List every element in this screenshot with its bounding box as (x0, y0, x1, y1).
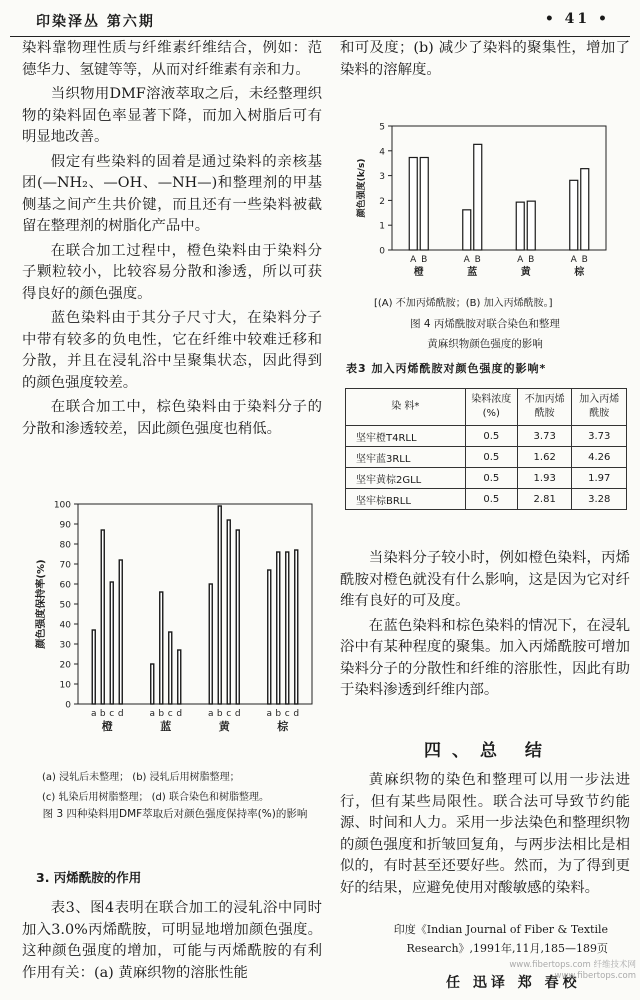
bar-label: B (421, 255, 428, 265)
bar-label: c (226, 709, 232, 719)
bar-label: a (207, 709, 214, 719)
paragraph: 在联合加工中，棕色染料由于染料分子的分散和渗透较差，因此颜色强度也稍低。 (22, 399, 322, 437)
bar (119, 560, 122, 704)
table-cell: 2.81 (517, 489, 572, 510)
bar (277, 552, 280, 704)
header-rule (10, 36, 630, 37)
table-cell: 0.5 (465, 426, 517, 447)
bar (169, 632, 172, 704)
bar (178, 650, 181, 704)
reference (340, 920, 608, 958)
y-tick-label: 100 (53, 500, 71, 511)
y-tick-label: 20 (59, 660, 71, 671)
table-3 (345, 388, 627, 510)
bar-label: B (528, 255, 535, 265)
figure-4-chart (340, 108, 620, 290)
table-row (346, 468, 627, 489)
paragraph: 在联合加工过程中，橙色染料由于染料分子颗粒较小，比较容易分散和渗透，所以可获得良好的颜色强度。 (22, 242, 322, 302)
figure-3-note-line: (c) 轧染后用树脂整理； (d) 联合染色和树脂整理。 (42, 792, 269, 803)
y-tick-label: 70 (59, 560, 71, 571)
paragraph: 表3、图4表明在联合加工的浸轧浴中同时加入3.0%丙烯酰胺，可明显地增加颜色强度。这种颜色强度的增加，可能与丙烯酰胺的有利作用有关：(a) 黄麻织物的溶胀性能 (22, 900, 322, 981)
page-header (0, 8, 640, 32)
table-cell: 3.73 (572, 426, 627, 447)
left-bottom-text (22, 898, 322, 984)
group-label: 黄 (520, 267, 531, 278)
table-header-cell: 染料浓度 (%) (465, 389, 517, 426)
bar-label: b (99, 709, 106, 719)
y-tick-label: 0 (379, 246, 385, 257)
bar (218, 506, 221, 704)
bar (101, 530, 104, 704)
paragraph: 假定有些染料的固着是通过染料的亲核基团(—NH₂、—OH、—NH—)和整理剂的甲基侧基之间产生共价键，而且还有一些染料被截留在整理剂的树脂化产品中。 (22, 153, 322, 234)
y-tick-label: 4 (379, 147, 385, 158)
bar-label: c (284, 709, 290, 719)
bar-label: d (117, 709, 124, 719)
bar-label: d (176, 709, 183, 719)
group-label: 蓝 (467, 267, 478, 278)
bar (581, 169, 589, 250)
y-tick-label: 0 (65, 700, 71, 711)
bar (286, 552, 289, 704)
group-label: 橙 (413, 267, 424, 278)
watermark-line: www.fibertops.com (554, 971, 636, 981)
y-tick-label: 30 (59, 640, 71, 651)
figure-3 (20, 492, 325, 762)
group-label: 黄 (218, 720, 230, 733)
table-cell: 3.73 (517, 426, 572, 447)
bar (463, 210, 471, 250)
y-tick-label: 60 (59, 580, 71, 591)
table-cell: 坚牢棕BRLL (346, 489, 466, 510)
table-row (346, 447, 627, 468)
bar-label: a (90, 709, 97, 719)
bar-label: A (410, 255, 417, 265)
table-header-row (346, 389, 627, 426)
bar (516, 202, 524, 250)
right-bottom-text (340, 770, 630, 899)
page-number: • 41 • (544, 11, 610, 27)
bar (151, 664, 154, 704)
figure-3-note (42, 768, 269, 803)
bar (110, 582, 113, 704)
bar (236, 530, 239, 704)
bar-label: b (275, 709, 282, 719)
table-header-cell: 不加丙烯酰胺 (517, 389, 572, 426)
y-tick-label: 40 (59, 620, 71, 631)
y-tick-label: 80 (59, 540, 71, 551)
bar-label: a (266, 709, 273, 719)
translator-credit: 任 迅译 郑 春校 (446, 975, 581, 991)
figure-4 (340, 108, 620, 290)
table-header-cell: 染 料* (346, 389, 466, 426)
figure-4-caption-line: 图 4 丙烯酰胺对联合染色和整理 (410, 318, 560, 330)
bar (527, 201, 535, 250)
bar-label: c (109, 709, 115, 719)
paragraph: 当染料分子较小时，例如橙色染料，丙烯酰胺对橙色就没有什么影响，这是因为它对纤维有良好的可及度。 (340, 550, 630, 609)
reference-line: 印度《Indian Journal of Fiber & Textile (393, 923, 608, 936)
bar-label: c (167, 709, 173, 719)
watermark-line: www.fibertops.com 纤维技术网 (509, 960, 636, 970)
bar-label: A (463, 255, 470, 265)
table-header-cell: 加入丙烯酰胺 (572, 389, 627, 426)
journal-title: 印染泽丛 第六期 (36, 14, 155, 30)
right-top-text (340, 38, 630, 81)
table-cell: 坚牢橙T4RLL (346, 426, 466, 447)
group-label: 蓝 (160, 720, 172, 733)
bar (570, 180, 578, 250)
paragraph: 蓝色染料由于其分子尺寸大，在染料分子中带有较多的负电性，它在纤维中较难迁移和分散，并且在浸轧浴中呈聚集状态，因此得到的颜色强度较差。 (22, 310, 322, 391)
table-cell: 0.5 (465, 489, 517, 510)
table-cell: 4.26 (572, 447, 627, 468)
figure-3-note-line: (a) 浸轧后未整理； (b) 浸轧后用树脂整理； (42, 772, 240, 783)
bar-label: B (581, 255, 588, 265)
table-3-title: 表3 加入丙烯酰胺对颜色强度的影响* (346, 362, 547, 375)
bar (227, 520, 230, 704)
section-3-heading: 3. 丙烯酰胺的作用 (36, 870, 142, 885)
section-4-heading: 四、总 结 (424, 741, 553, 761)
bar (420, 157, 428, 250)
y-axis-label: 颜色强度保持率(%) (36, 559, 47, 649)
right-middle-text (340, 548, 630, 702)
bar-label: d (293, 709, 300, 719)
y-tick-label: 1 (379, 221, 385, 232)
watermark (486, 960, 636, 982)
bar (92, 630, 95, 704)
group-label: 棕 (574, 267, 585, 278)
paragraph: 染料靠物理性质与纤维素纤维结合，例如：范德华力、氢键等等，从而对纤维素有亲和力。 (22, 40, 322, 78)
bar (160, 592, 163, 704)
table-cell: 0.5 (465, 468, 517, 489)
bar (268, 570, 271, 704)
table-cell: 3.28 (572, 489, 627, 510)
y-tick-label: 5 (379, 122, 385, 133)
y-tick-label: 50 (59, 600, 71, 611)
bar-label: B (474, 255, 481, 265)
y-tick-label: 3 (379, 172, 385, 183)
table-cell: 坚牢黄棕2GLL (346, 468, 466, 489)
y-tick-label: 90 (59, 520, 71, 531)
table-cell: 1.93 (517, 468, 572, 489)
bar-label: A (517, 255, 524, 265)
group-label: 橙 (101, 720, 113, 733)
bar (295, 550, 298, 704)
bar-label: a (149, 709, 156, 719)
figure-4-note: [(A) 不加丙烯酰胺；(B) 加入丙烯酰胺。] (374, 298, 553, 309)
bar-label: b (158, 709, 165, 719)
bar (474, 144, 482, 250)
left-column-text (22, 38, 322, 440)
figure-4-caption-line: 黄麻织物颜色强度的影响 (427, 338, 543, 350)
reference-line: Research》,1991年,11月,185—189页 (406, 942, 608, 955)
y-tick-label: 10 (59, 680, 71, 691)
figure-3-chart (20, 492, 325, 762)
group-label: 棕 (277, 720, 289, 733)
bar-label: b (216, 709, 223, 719)
y-axis-label: 颜色强度(k/s) (357, 158, 367, 218)
table-cell: 坚牢蓝3RLL (346, 447, 466, 468)
paragraph: 当织物用DMF溶液萃取之后，未经整理织物的染料固色率显著下降，而加入树脂后可有明显地改善。 (22, 86, 322, 145)
paragraph: 黄麻织物的染色和整理可以用一步法进行，但有某些局限性。联合法可导致节约能源、时间和人力。采用一步法染色和整理织物的颜色强度和折皱回复角，与两步法相比是相似的，有时甚至还要好些。然而，为了得到更好的结果，应避免使用对酸敏感的染料。 (340, 772, 630, 896)
table-row (346, 489, 627, 510)
figure-4-caption (360, 316, 610, 351)
bar-label: A (570, 255, 577, 265)
figure-3-caption: 图 3 四种染料用DMF萃取后对颜色强度保持率(%)的影响 (42, 808, 308, 820)
bar-label: d (234, 709, 241, 719)
table-cell: 1.97 (572, 468, 627, 489)
table-cell: 0.5 (465, 447, 517, 468)
bar (209, 584, 212, 704)
y-tick-label: 2 (379, 196, 385, 207)
paragraph: 和可及度；(b) 减少了染料的聚集性，增加了染料的溶解度。 (340, 40, 630, 78)
table-row (346, 426, 627, 447)
paragraph: 在蓝色染料和棕色染料的情况下，在浸轧浴中有某种程度的聚集。加入丙烯酰胺可增加染料分子的分散性和纤维的溶胀性，因此有助于染料渗透到纤维内部。 (340, 617, 630, 698)
table-cell: 1.62 (517, 447, 572, 468)
bar (409, 157, 417, 250)
